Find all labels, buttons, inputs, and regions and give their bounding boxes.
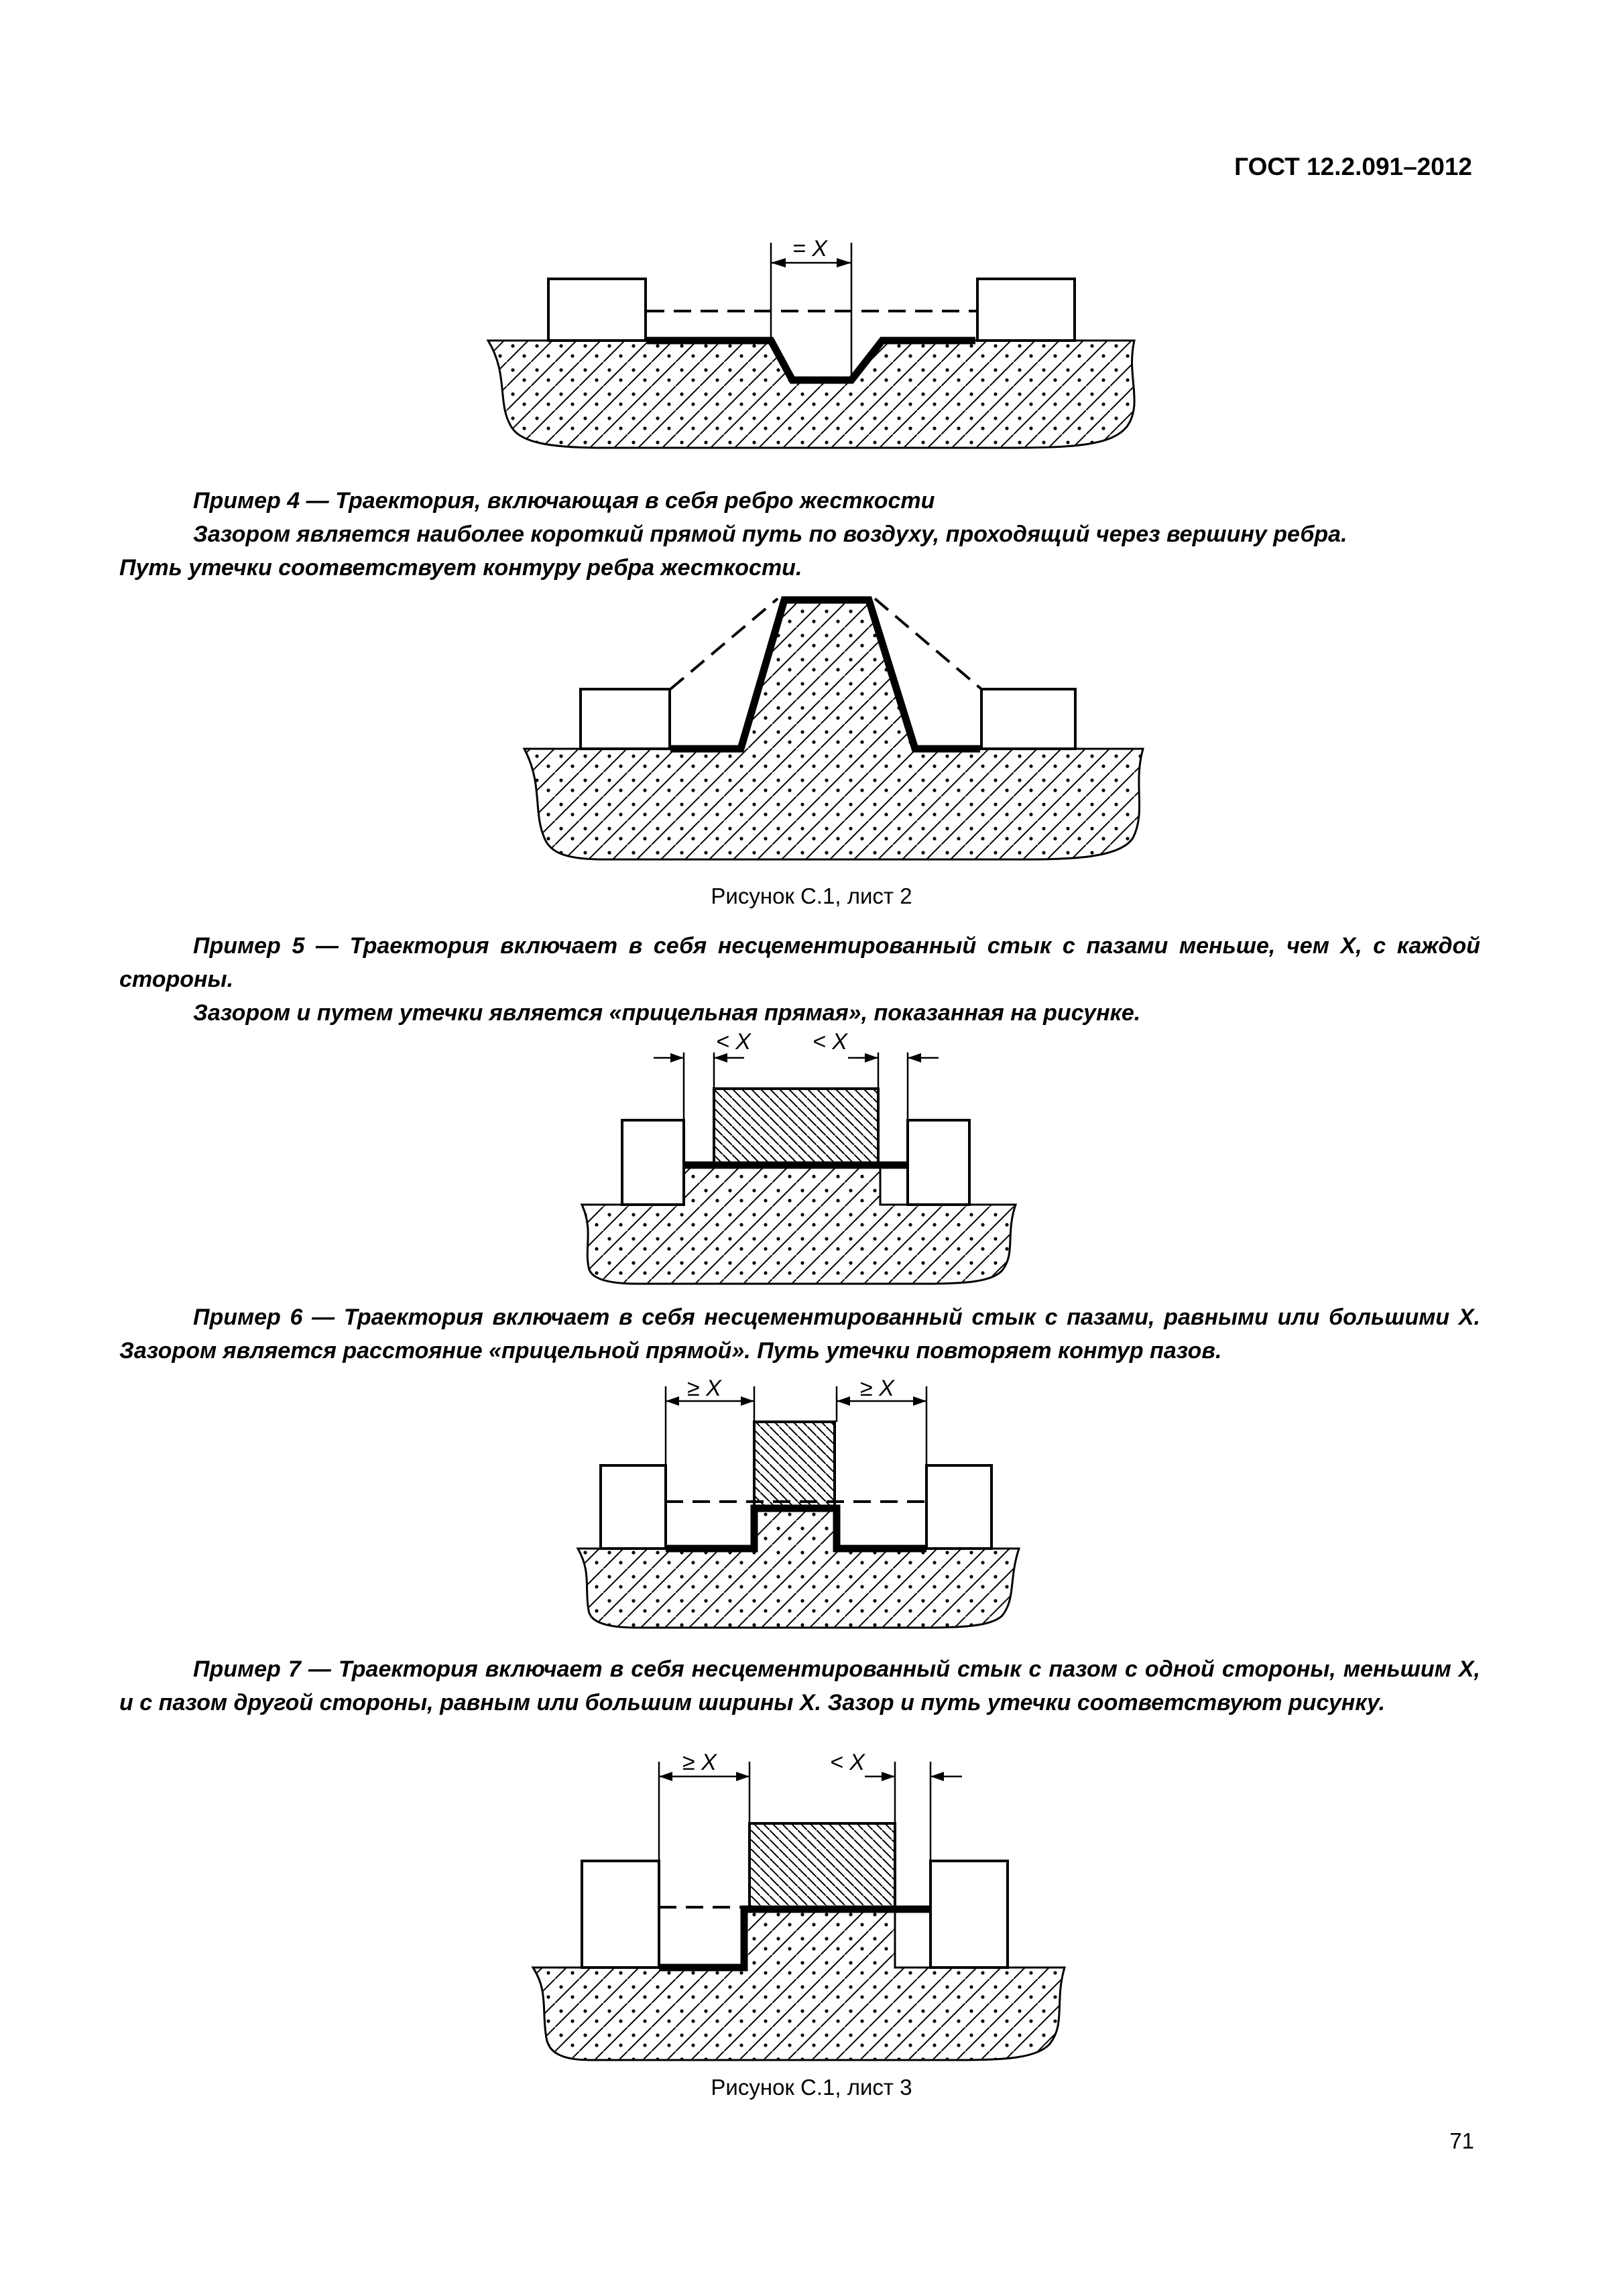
example-6-title: Пример 6 — Траектория включает в себя несцементированный стык с пазами, равными или большими X. Зазором является расстояние «прицельной прямой». Путь утечки повторяет контур пазов. xyxy=(119,1305,1480,1364)
example-4-line3: Путь утечки соответствует контуру ребра жесткости. xyxy=(119,555,802,581)
dimension-label-right: < X xyxy=(830,1750,865,1775)
dimension-label-right: < X xyxy=(813,1029,847,1054)
example-5-line2: Зазором и путем утечки является «прицельная прямая», показанная на рисунке. xyxy=(193,1000,1141,1026)
top-part xyxy=(749,1823,895,1907)
page-number: 71 xyxy=(1449,2128,1474,2153)
right-part xyxy=(930,1861,1008,1968)
example-7-title: Пример 7 — Траектория включает в себя несцементированный стык с пазом с одной стороны, меньшим X, и с пазом другой стороны, равным или большим ширины X. Зазор и путь утечки соответствуют рисунку. xyxy=(119,1656,1480,1715)
caption-sheet-3: Рисунок С.1, лист 3 xyxy=(711,2075,912,2100)
dimension-label-left: < X xyxy=(716,1029,751,1054)
dimension-label: = X xyxy=(792,236,827,261)
example-4-line2: Зазором является наиболее короткий прямой путь по воздуху, проходящий через вершину ребра. xyxy=(193,522,1347,547)
dimension-label-right: ≥ X xyxy=(860,1376,894,1401)
caption-sheet-2: Рисунок С.1, лист 2 xyxy=(711,884,912,908)
example-5-title: Пример 5 — Траектория включает в себя несцементированный стык с пазами меньше, чем X, с каждой стороны. xyxy=(119,933,1480,992)
dimension-label-left: ≥ X xyxy=(687,1376,721,1401)
dimension-label-left: ≥ X xyxy=(682,1750,717,1775)
left-part xyxy=(582,1861,659,1968)
example-4-title: Пример 4 — Траектория, включающая в себя ребро жесткости xyxy=(193,488,935,513)
document-header: ГОСТ 12.2.091–2012 xyxy=(1234,153,1472,180)
